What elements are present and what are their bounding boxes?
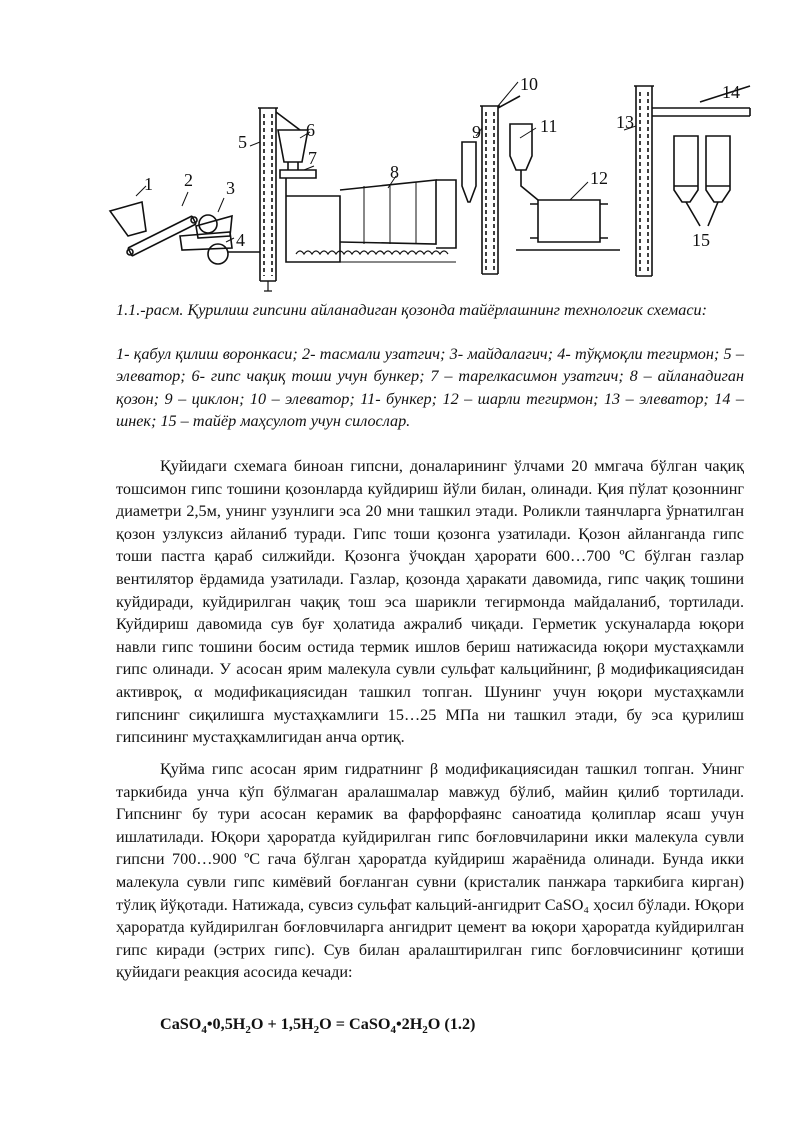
silo-right bbox=[706, 136, 730, 202]
label-1: 1 bbox=[144, 174, 153, 194]
label-12: 12 bbox=[590, 168, 608, 188]
silo-left bbox=[674, 136, 698, 202]
label-4: 4 bbox=[236, 230, 245, 250]
receiving-hopper bbox=[110, 202, 146, 236]
elevator-13 bbox=[634, 86, 654, 276]
label-6: 6 bbox=[306, 120, 315, 140]
label-13: 13 bbox=[616, 112, 634, 132]
body-paragraph-2: Қуйма гипс асосан ярим гидратнинг β модификациясидан ташкил топган. Унинг таркибида унча кўп бўлмаган аралашмалар мавжуд бўлиб, майин қилиб тортилади. Гипснинг бу тури асосан керамик ва фарфорфаянс саноатида қолиплар ясаш учун ишлатилади. Юқори ҳароратда куйдирилган гипс боғловчиларини икки малекула сувли гипсни 700…900 ºС гача бўлган ҳароратда куйдириш жараёнида олинади. Бунда икки малекула сувли гипс кимёвий боғланган сувни (кристалик панжара таркибига кирган) тўлиқ йўқотади. Натижада, сувсиз сульфат кальций-ангидрит CaSO₄ ҳосил бўлади. Юқори ҳароратда куйдирилган боғловчиларга ангидрит цемент ва юқори ҳароратда куйдирилган гипс киради (эстрих гипс). Сув билан аралаштирилган гипс боғловчисининг қотиши қуйидаги реакция асосида кечади: bbox=[116, 760, 744, 982]
screw-conveyor bbox=[652, 108, 750, 116]
label-11: 11 bbox=[540, 116, 558, 136]
label-7: 7 bbox=[308, 148, 317, 168]
ball-mill bbox=[538, 200, 600, 242]
figure-caption-legend: 1- қабул қилиш воронкаси; 2- тасмали узатгич; 3- майдалагич; 4- тўқмоқли тегирмон; 5 – элеватор; 6- гипс чақиқ тоши учун бункер; 7 – тарелкасимон узатгич; 8 – айланадиган қозон; 9 – циклон; 10 – элеватор; 11- бункер; 12 – шарли тегирмон; 13 – элеватор; 14 –шнек; 15 – тайёр маҳсулот учун силослар. bbox=[116, 345, 744, 431]
furnace bbox=[286, 178, 340, 262]
gypsum-bunker bbox=[278, 130, 308, 162]
elevator-10 bbox=[480, 106, 500, 274]
label-14: 14 bbox=[722, 82, 740, 102]
label-2: 2 bbox=[184, 170, 193, 190]
plate-feeder bbox=[280, 170, 316, 178]
label-9: 9 bbox=[472, 122, 481, 142]
label-8: 8 bbox=[390, 162, 399, 182]
hammer-mill bbox=[180, 232, 232, 250]
label-5: 5 bbox=[238, 132, 247, 152]
bunker-11 bbox=[510, 124, 532, 170]
body-paragraph-1: Қуйидаги схемага биноан гипсни, доналарининг ўлчами 20 ммгача бўлган чақиқ тошсимон гипс тошини қозонларда куйдириш йўли билан, олинади. Қия пўлат қозоннинг диаметри 2,5м, унинг узунлиги эса 20 мни ташкил этади. Роликли таянчларга ўрнатилган қозон узлуксиз айланиб туради. Гипс тоши қозонга узатилади. Қозон айланганда гипс тоши пастга қараб силжийди. Қозонга ўчоқдан ҳарорати 600…700 ºС бўлган газлар вентилятор ёрдамида узатилади. Газлар, қозонда ҳаракати давомида, гипс чақиқ тошини куйдиради, куйдирилган чақиқ тош эса шарикли тегирмонда майдаланиб, тортилади. Куйдириш давомида сув буғ ҳолатида ажралиб чиқади. Герметик ускуналарда юқори навли гипс тошини босим остида термик ишлов бериш натижасида юқори мустаҳкамли гипс олинади. У асосан ярим малекула сувли сульфат кальцийнинг, β модификациясидан активроқ, α модификациясидан ташкил топган. Шунинг учун юқори мустаҳкамли гипснинг сиқилишга мустаҳкамлиги 15…25 МПа ни ташкил этади, бу эса қурилиш гипсининг мустаҳкамлигидан анча ортиқ. bbox=[116, 457, 744, 747]
figure-caption-title: 1.1.-расм. Қурилиш гипсини айланадиган қозонда тайёрлашнинг технологик схемаси: bbox=[116, 301, 707, 319]
chemical-formula: $CaSO_4•0,5H_2O + 1,5H_2O$ = $CaSO_4•2H_2O$ (1.2) bbox=[160, 1015, 476, 1037]
cyclone bbox=[462, 142, 476, 202]
process-diagram bbox=[100, 66, 760, 306]
label-3: 3 bbox=[226, 178, 235, 198]
label-10: 10 bbox=[520, 74, 538, 94]
label-15: 15 bbox=[692, 230, 710, 250]
rotary-kiln bbox=[340, 180, 436, 244]
elevator-5 bbox=[258, 108, 278, 281]
